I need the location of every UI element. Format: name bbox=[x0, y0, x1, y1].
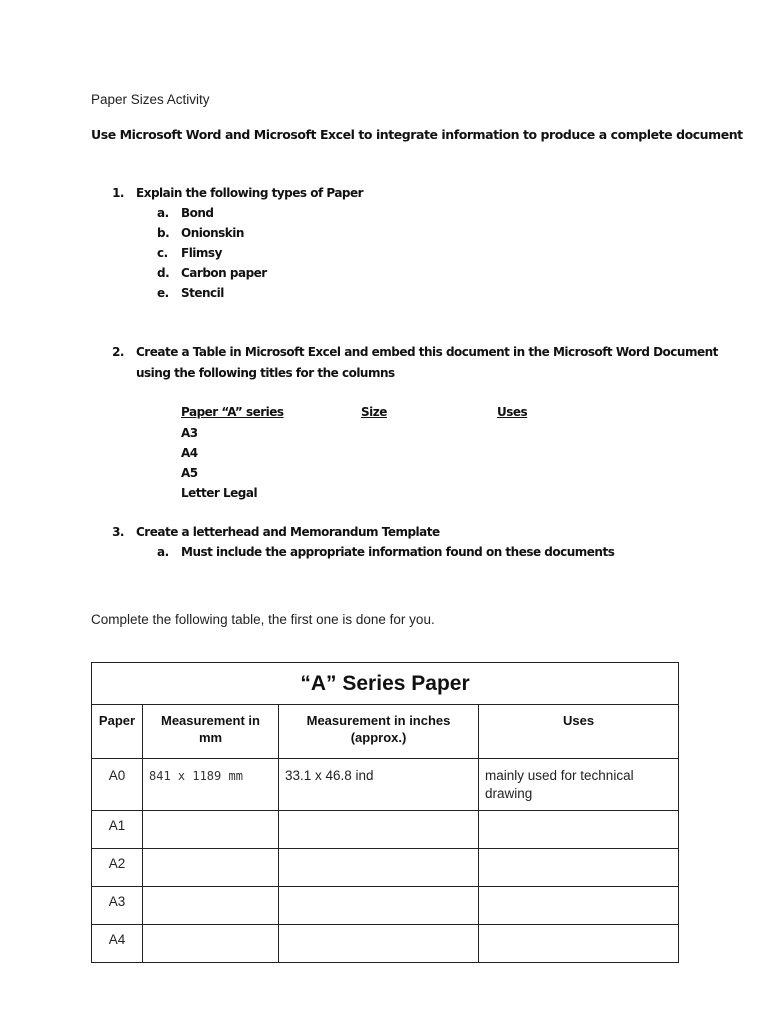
cell-uses bbox=[479, 925, 679, 963]
table-row bbox=[92, 811, 679, 849]
task-2-text-line1: Create a Table in Microsoft Excel and embed this document in the Microsoft Word Document bbox=[136, 345, 718, 359]
header-paper: Paper bbox=[92, 705, 143, 759]
task-2-number: 2. bbox=[112, 345, 124, 359]
task-1b-text: Onionskin bbox=[181, 226, 244, 240]
cell-inches bbox=[279, 887, 479, 925]
task-1d-text: Carbon paper bbox=[181, 266, 267, 280]
column-title-paper-series: Paper “A” series bbox=[181, 405, 284, 419]
cell-inches bbox=[279, 811, 479, 849]
column-title-size: Size bbox=[361, 405, 387, 419]
a-series-paper-table bbox=[91, 662, 679, 963]
task-1a-letter: a. bbox=[157, 206, 169, 220]
task-1c-letter: c. bbox=[157, 246, 168, 260]
cell-uses bbox=[479, 849, 679, 887]
cell-mm bbox=[143, 811, 279, 849]
task-1e-text: Stencil bbox=[181, 286, 224, 300]
cell-mm bbox=[143, 887, 279, 925]
table-header-row bbox=[92, 705, 679, 759]
cell-mm: 841 x 1189 mm bbox=[143, 759, 279, 811]
intro-instruction: Use Microsoft Word and Microsoft Excel to integrate information to produce a complete document bbox=[91, 127, 743, 142]
cell-paper: A3 bbox=[92, 887, 143, 925]
cell-uses: mainly used for technical drawing bbox=[479, 759, 679, 811]
series-row-a3: A3 bbox=[181, 426, 198, 440]
task-2-text-line2: using the following titles for the columns bbox=[136, 366, 395, 380]
series-row-letter-legal: Letter Legal bbox=[181, 486, 258, 500]
table-row bbox=[92, 849, 679, 887]
task-1a-text: Bond bbox=[181, 206, 214, 220]
document-title: Paper Sizes Activity bbox=[91, 92, 210, 107]
cell-inches: 33.1 x 46.8 ind bbox=[279, 759, 479, 811]
task-1e-letter: e. bbox=[157, 286, 169, 300]
table-row bbox=[92, 759, 679, 811]
series-row-a4: A4 bbox=[181, 446, 198, 460]
task-1b-letter: b. bbox=[157, 226, 170, 240]
cell-inches bbox=[279, 925, 479, 963]
table-row bbox=[92, 887, 679, 925]
task-3-number: 3. bbox=[112, 525, 124, 539]
table-caption-row bbox=[92, 663, 679, 705]
cell-mm bbox=[143, 849, 279, 887]
series-row-a5: A5 bbox=[181, 466, 198, 480]
cell-mm bbox=[143, 925, 279, 963]
task-1-text: Explain the following types of Paper bbox=[136, 186, 364, 200]
cell-uses bbox=[479, 887, 679, 925]
complete-table-instruction: Complete the following table, the first one is done for you. bbox=[91, 612, 435, 627]
cell-paper: A1 bbox=[92, 811, 143, 849]
task-3a-text: Must include the appropriate information found on these documents bbox=[181, 545, 615, 559]
header-measurement-mm: Measurement in mm bbox=[143, 705, 279, 759]
cell-paper: A4 bbox=[92, 925, 143, 963]
cell-inches bbox=[279, 849, 479, 887]
task-1d-letter: d. bbox=[157, 266, 170, 280]
table-caption: “A” Series Paper bbox=[92, 663, 679, 705]
task-3a-letter: a. bbox=[157, 545, 169, 559]
cell-paper: A0 bbox=[92, 759, 143, 811]
task-1-number: 1. bbox=[112, 186, 124, 200]
cell-uses bbox=[479, 811, 679, 849]
header-measurement-inches: Measurement in inches (approx.) bbox=[279, 705, 479, 759]
cell-paper: A2 bbox=[92, 849, 143, 887]
task-3-text: Create a letterhead and Memorandum Template bbox=[136, 525, 440, 539]
table-row bbox=[92, 925, 679, 963]
column-title-uses: Uses bbox=[497, 405, 528, 419]
header-uses: Uses bbox=[479, 705, 679, 759]
task-1c-text: Flimsy bbox=[181, 246, 222, 260]
